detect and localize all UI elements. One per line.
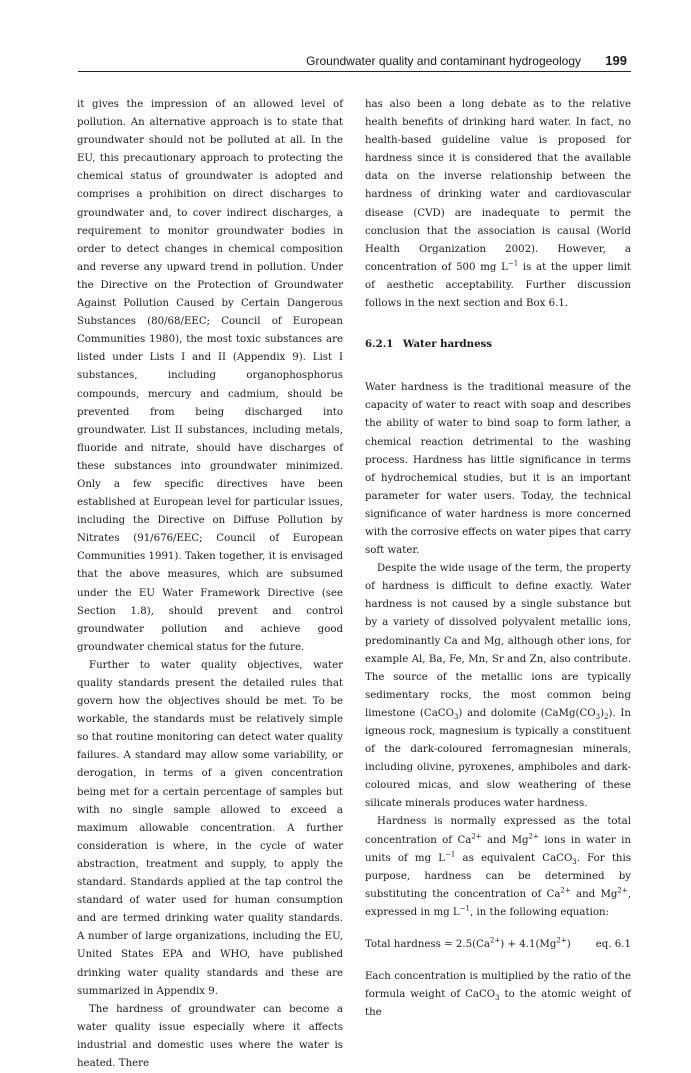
paragraph: it gives the impression of an allowed level of pollution. An alternative approach is to state that groundwater should not be polluted at all. In the EU, this precautionary approach to protecting the chemical status of groundwater is adopted and comprises a prohibition on direct discharges to groundwater and, to cover indirect discharges, a requirement to monitor groundwater bodies in order to detect changes in chemical composition and reverse any upward trend in pollution. Under the Directive on the Protection of Groundwater Against Pollution Caused by Certain Dangerous Substances (80/68/EEC; Council of European Communities 1980), the most toxic substances are listed under Lists I and II (Appendix 9). List I substances, including organophosphorus compounds, mercury and cadmium, should be prevented from being discharged into groundwater. List II substances, including metals, fluoride and nitrate, should have discharges of these substances into groundwater minimized. Only a few specific directives have been established at European level for particular issues, including the Directive on Diffuse Pollution by Nitrates (91/676/EEC; Council of European Communities 1991). Taken together, it is envisaged that the above measures, which are subsumed under the EU Water Framework Directive (see Section 1.8), should prevent and control groundwater pollution and achieve good groundwater chemical status for the future. bbox=[77, 99, 343, 653]
left-column bbox=[77, 96, 343, 1073]
equation-6-1 bbox=[365, 936, 631, 954]
paragraph: Water hardness is the traditional measure of the capacity of water to react with soap and describes the ability of water to bind soap to form lather, a chemical reaction detrimental to the washing process. Hardness has little significance in terms of hydrochemical studies, but it is an important parameter for water users. Today, the technical significance of water hardness is more concerned with the corrosive effects on water pipes that carry soft water. bbox=[365, 382, 631, 557]
paragraph: Further to water quality objectives, water quality standards present the detailed rules that govern how the objectives should be met. To be workable, the standards must be relatively simple so that routine monitoring can detect water quality failures. A standard may allow some variability, or derogation, in terms of a given concentration being met for a certain percentage of samples but with no single sample allowed to exceed a maximum allowable concentration. A further consideration is where, in the cycle of water abstraction, treatment and supply, to apply the standard. Standards applied at the tap control the standard of water used for human consumption and are termed drinking water quality standards. A number of large organizations, including the EU, United States EPA and WHO, have published drinking water quality standards and these are summarized in Appendix 9. bbox=[77, 659, 343, 997]
equation-label: eq. 6.1 bbox=[595, 939, 631, 951]
section-number: 6.2.1 bbox=[365, 338, 394, 351]
equation-body: Total hardness = $2.5(Ca^{2+}) + 4.1(Mg^{2+})$ bbox=[365, 936, 571, 951]
header-rule bbox=[78, 71, 631, 72]
section-title: Water hardness bbox=[402, 338, 493, 351]
section-heading bbox=[365, 335, 631, 353]
running-title: Groundwater quality and contaminant hydrogeology bbox=[306, 54, 581, 68]
paragraph: has also been a long debate as to the relative health benefits of drinking hard water. In fact, no health-based guideline value is proposed for hardness since it is considered that the available data on the inverse relationship between the hardness of drinking water and cardiovascular disease (CVD) are inadequate to permit the conclusion that the association is causal (World Health Organization 2002). However, a concentration of 500 mg $L^{-1}$ is at the upper limit of aesthetic acceptability. Further discussion follows in the next section and Box 6.1. bbox=[365, 99, 631, 310]
paragraph: Despite the wide usage of the term, the property of hardness is difficult to define exactly. Water hardness is not caused by a single substance but by a variety of dissolved polyvalent metallic ions, predominantly Ca and Mg, although other ions, for example Al, Ba, Fe, Mn, Sr and Zn, also contribute. The source of the metallic ions are typically sedimentary rocks, the most common being limestone (CaCO$_3$) and dolomite $(CaMg(CO_3)_2)$. In igneous rock, magnesium is typically a constituent of the dark-coloured ferromagnesian minerals, including olivine, pyroxenes, amphiboles and dark-coloured micas, and slow weathering of these silicate minerals produces water hardness. bbox=[365, 563, 631, 810]
paragraph: Hardness is normally expressed as the total concentration of $Ca^{2+}$ and $Mg^{2+}$ ions in water in units of mg $L^{-1}$ as equivalent CaCO$_3$. For this purpose, hardness can be determined by substituting the concentration of $Ca^{2+}$ and $Mg^{2+}$, expressed in mg $L^{-1}$, in the following equation: bbox=[365, 816, 631, 918]
paragraph: The hardness of groundwater can become a water quality issue especially where it affects industrial and domestic uses where the water is heated. There bbox=[77, 1003, 343, 1069]
right-column bbox=[365, 96, 631, 1022]
page-number: 199 bbox=[605, 53, 627, 68]
paragraph: Each concentration is multiplied by the ratio of the formula weight of CaCO$_3$ to the atomic weight of the bbox=[365, 971, 631, 1019]
running-header bbox=[78, 52, 631, 72]
